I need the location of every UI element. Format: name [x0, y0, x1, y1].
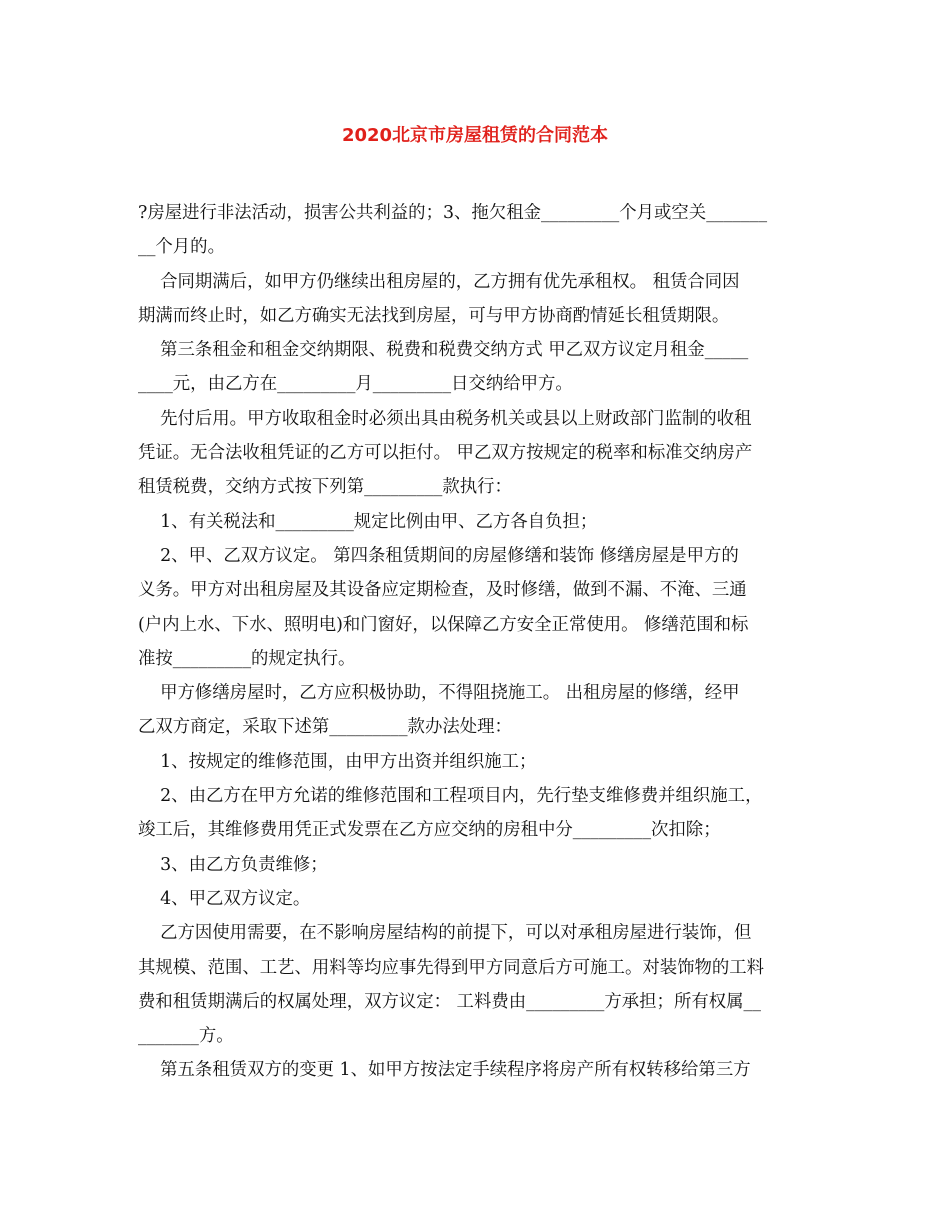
body-line: 租赁税费，交纳方式按下列第_________款执行：: [138, 477, 512, 498]
body-line: 4、甲乙双方议定。: [138, 888, 311, 909]
body-line: 先付后用。甲方收取租金时必须出具由税务机关或县以上财政部门监制的收租: [138, 408, 752, 429]
body-line: 第五条租赁双方的变更 1、如甲方按法定手续程序将房产所有权转移给第三方: [138, 1060, 751, 1081]
body-line: 第三条租金和租金交纳期限、税费和税费交纳方式 甲乙双方议定月租金_____: [138, 340, 749, 361]
document-title: 2020北京市房屋租赁的合同范本: [341, 125, 609, 146]
body-line: 乙双方商定，采取下述第_________款办法处理：: [138, 717, 512, 738]
body-line: 3、由乙方负责维修；: [138, 854, 328, 875]
body-line: 竣工后，其维修费用凭正式发票在乙方应交纳的房租中分_________次扣除；: [138, 820, 721, 841]
body-line: 费和租赁期满后的权属处理，双方议定： 工料费由_________方承担；所有权属__: [138, 991, 761, 1012]
body-line: 期满而终止时，如乙方确实无法找到房屋，可与甲方协商酌情延长租赁期限。: [138, 305, 730, 326]
body-line: 其规模、范围、工艺、用料等均应事先得到甲方同意后方可施工。对装饰物的工料: [138, 957, 765, 978]
body-line: 2、由乙方在甲方允诺的维修范围和工程项目内，先行垫支维修费并组织施工，: [138, 786, 763, 807]
body-line: 准按_________的规定执行。: [138, 648, 356, 669]
body-line: 凭证。无合法收租凭证的乙方可以拒付。 甲乙双方按规定的税率和标准交纳房产: [138, 443, 753, 464]
body-line: _______方。: [138, 1026, 234, 1047]
body-line: 义务。甲方对出租房屋及其设备应定期检查，及时修缮，做到不漏、不淹、三通: [138, 580, 747, 601]
body-line: 合同期满后，如甲方仍继续出租房屋的，乙方拥有优先承租权。 租赁合同因: [138, 271, 740, 292]
body-line: 1、按规定的维修范围，由甲方出资并组织施工；: [138, 751, 537, 772]
body-line: (户内上水、下水、照明电)和门窗好，以保障乙方安全正常使用。 修缮范围和标: [138, 614, 749, 635]
document-body: [138, 196, 814, 1088]
body-line: 1、有关税法和_________规定比例由甲、乙方各自负担；: [138, 511, 598, 532]
body-line: 乙方因使用需要，在不影响房屋结构的前提下，可以对承租房屋进行装饰，但: [138, 923, 752, 944]
body-line: ?房屋进行非法活动，损害公共利益的；3、拖欠租金_________个月或空关_______: [138, 203, 768, 223]
body-line: 甲方修缮房屋时，乙方应积极协助，不得阻挠施工。 出租房屋的修缮，经甲: [138, 683, 740, 704]
body-line: __个月的。: [138, 237, 225, 258]
body-line: 2、甲、乙双方议定。 第四条租赁期间的房屋修缮和装饰 修缮房屋是甲方的: [138, 545, 739, 566]
body-line: ____元，由乙方在_________月_________日交纳给甲方。: [138, 374, 573, 395]
